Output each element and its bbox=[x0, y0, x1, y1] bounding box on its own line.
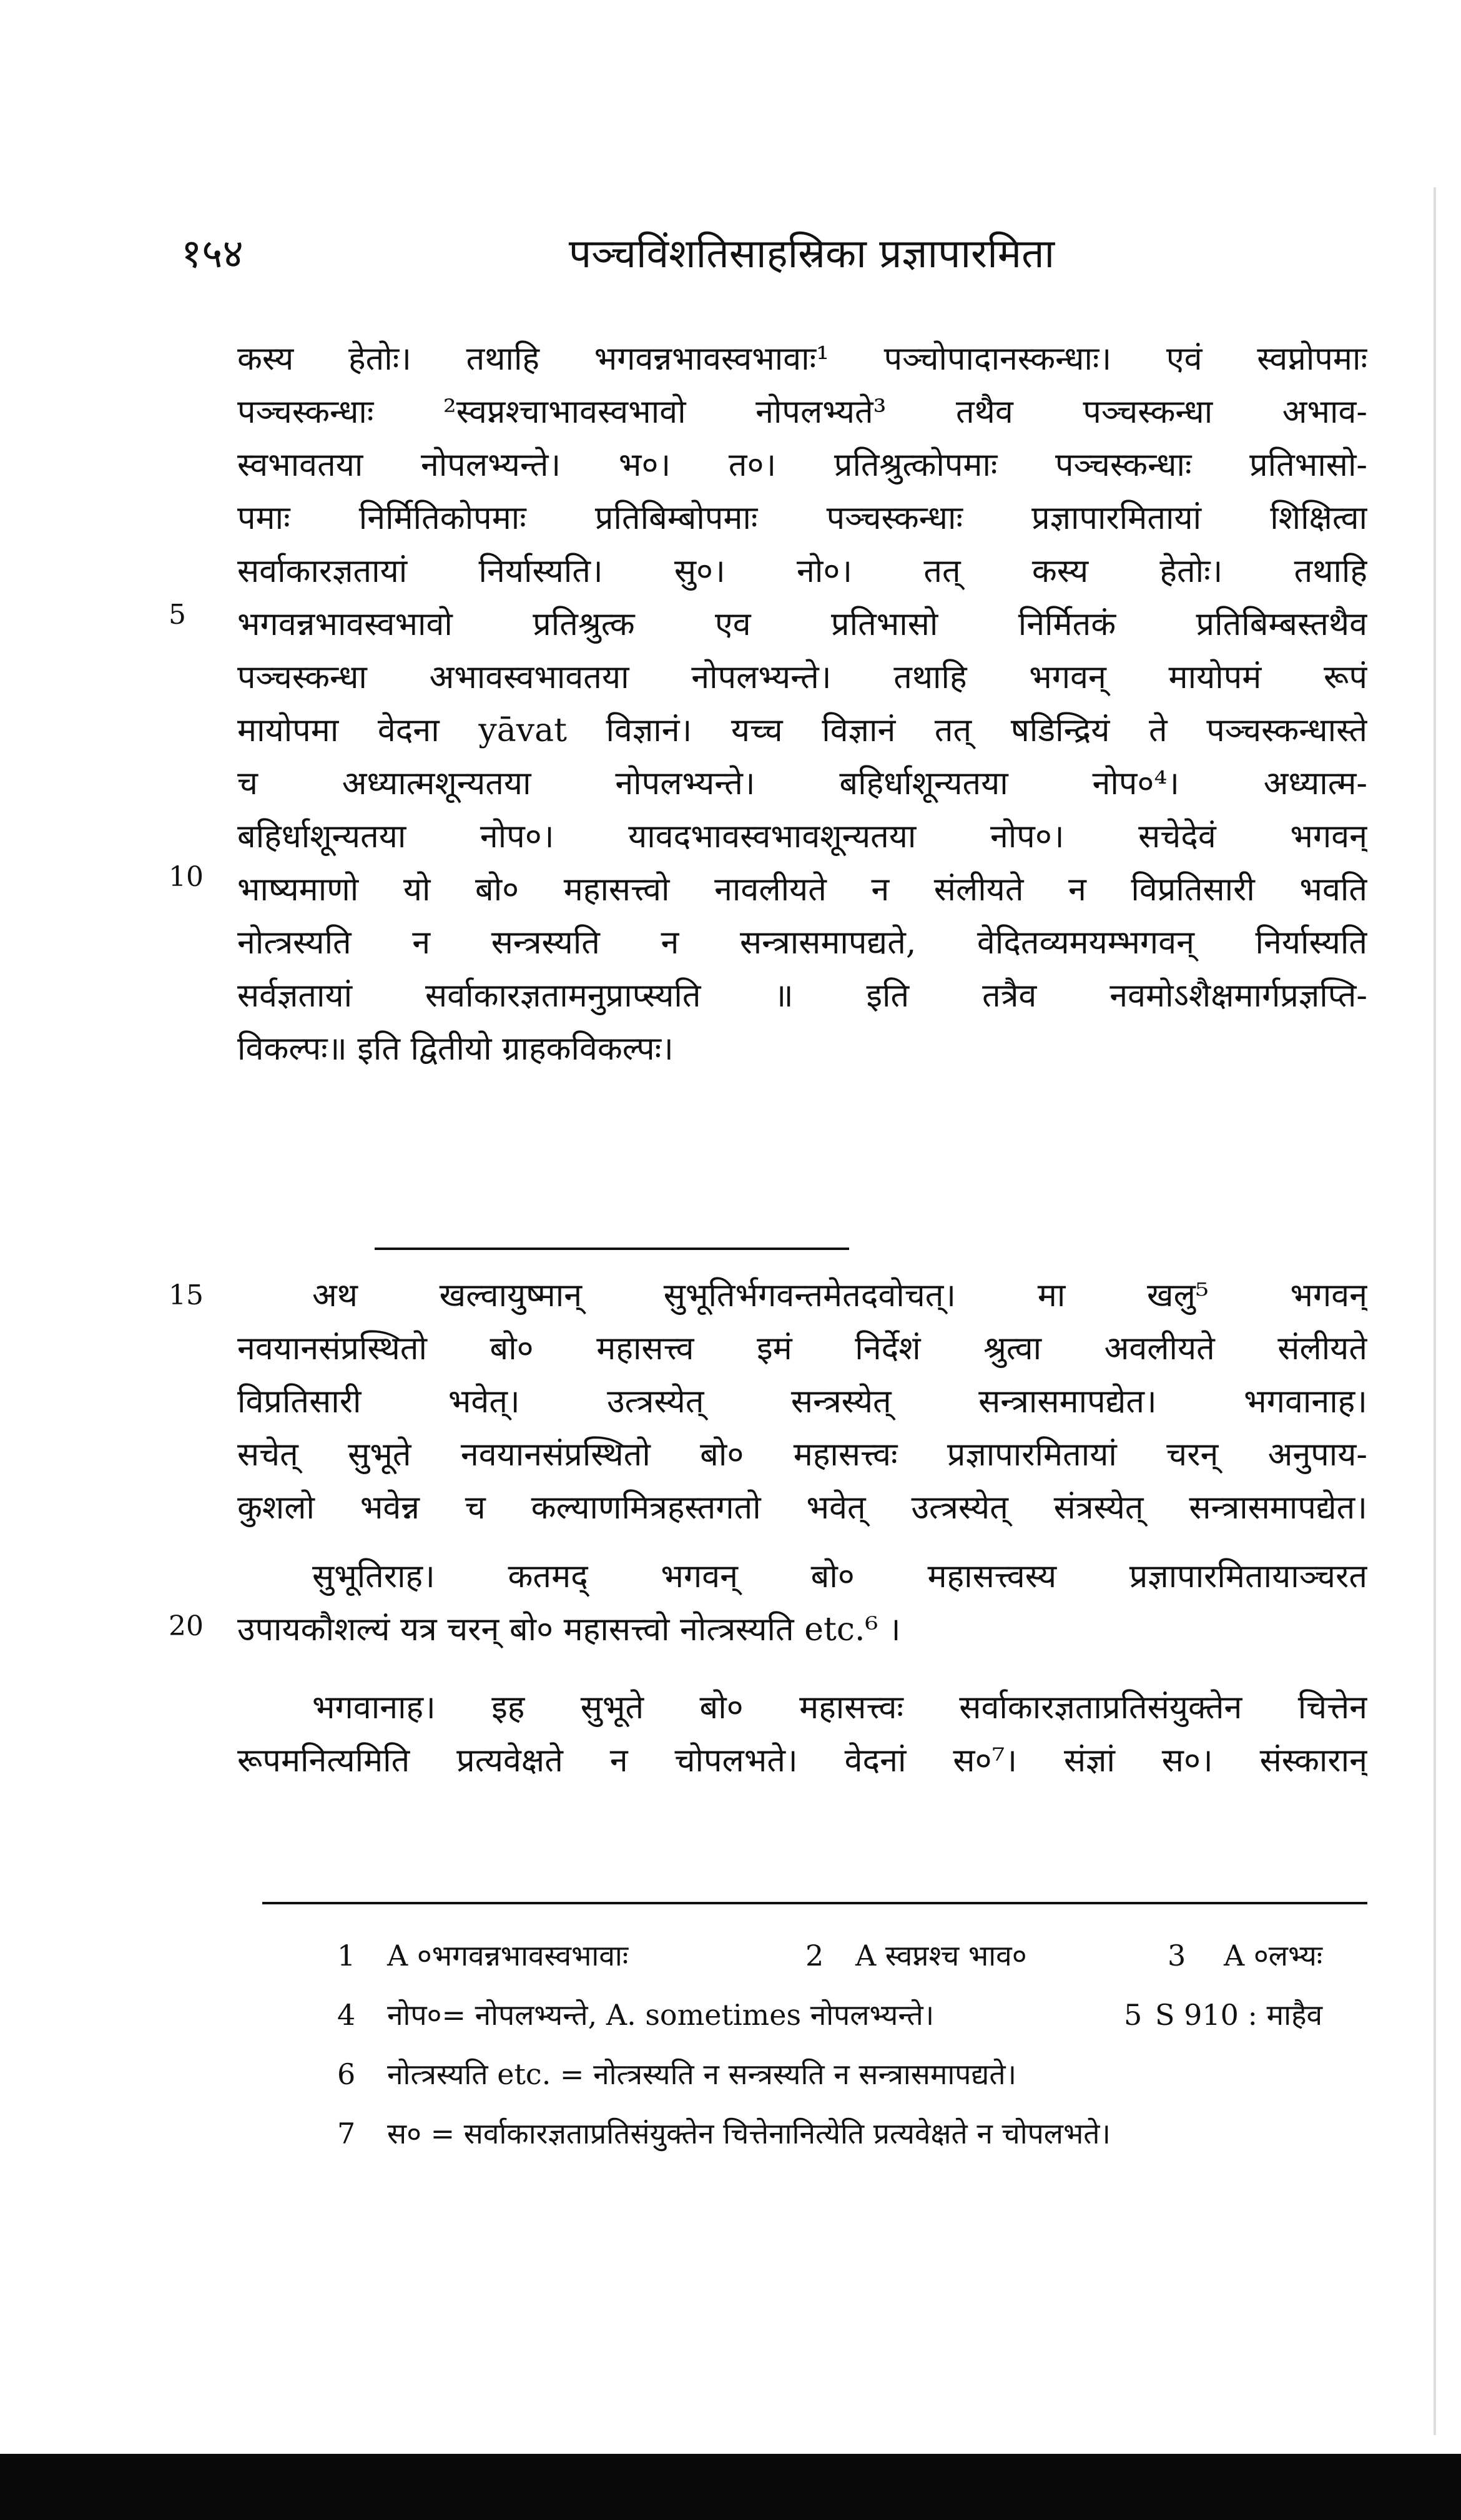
text-line: सचेत् सुभूते नवयानसंप्रस्थितो बो० महासत्त्वः प्रज्ञापारमितायां चरन् अनुपाय- bbox=[237, 1436, 1367, 1474]
footnote-3: A ०लभ्यः bbox=[1224, 1939, 1323, 1972]
footnote-number: 2 bbox=[805, 1939, 824, 1972]
footnote-number: 5 bbox=[1124, 1998, 1143, 2032]
footnote-6: नोत्त्रस्यति etc. = नोत्त्रस्यति न सन्त्रस्यति न सन्त्रासमापद्यते। bbox=[387, 2057, 1017, 2091]
text-line: भगवन्नभावस्वभावो प्रतिश्रुत्क एव प्रतिभासो निर्मितकं प्रतिबिम्बस्तथैव bbox=[237, 606, 1367, 643]
footnote-rule bbox=[262, 1902, 1367, 1904]
page-number: १५४ bbox=[181, 231, 244, 277]
footnote-1: A ०भगवन्नभावस्वभावाः bbox=[387, 1939, 629, 1972]
running-title: पञ्चविंशतिसाहस्रिका प्रज्ञापारमिता bbox=[568, 231, 1055, 277]
line-number: 5 bbox=[169, 599, 186, 631]
text-line: सुभूतिराह। कतमद् भगवन् बो० महासत्त्वस्य प्रज्ञापारमितायाञ्चरत bbox=[312, 1558, 1367, 1595]
footnote-number: 4 bbox=[337, 1998, 356, 2032]
text-line: कस्य हेतोः। तथाहि भगवन्नभावस्वभावाः¹ पञ्चोपादानस्कन्धाः। एवं स्वप्नोपमाः bbox=[237, 340, 1367, 378]
text-line: मायोपमा वेदना yāvat विज्ञानं। यच्च विज्ञानं तत् षडिन्द्रियं ते पञ्चस्कन्धास्ते bbox=[237, 712, 1367, 749]
text-line: भाष्यमाणो यो बो० महासत्त्वो नावलीयते न संलीयते न विप्रतिसारी भवति bbox=[237, 871, 1367, 908]
text-line: बहिर्धाशून्यतया नोप०। यावदभावस्वभावशून्यतया नोप०। सचेदेवं भगवन् bbox=[237, 818, 1367, 855]
section-divider bbox=[375, 1248, 849, 1250]
footnote-4: नोप०= नोपलभ्यन्ते, A. sometimes नोपलभ्यन्ते। bbox=[387, 1998, 935, 2032]
text-line: पमाः निर्मितिकोपमाः प्रतिबिम्बोपमाः पञ्चस्कन्धाः प्रज्ञापारमितायां शिक्षित्वा bbox=[237, 500, 1367, 537]
footnote-number: 6 bbox=[337, 2057, 356, 2091]
footnote-number: 3 bbox=[1168, 1939, 1186, 1972]
text-line: सर्वज्ञतायां सर्वाकारज्ञतामनुप्राप्स्यति ॥ इति तत्रैव नवमोऽशैक्षमार्गप्रज्ञप्ति- bbox=[237, 977, 1367, 1015]
page-edge bbox=[1434, 187, 1436, 2435]
text-line: उपायकौशल्यं यत्र चरन् बो० महासत्त्वो नोत्त्रस्यति etc.⁶ । bbox=[237, 1611, 901, 1648]
text-line: पञ्चस्कन्धाः ²स्वप्नश्चाभावस्वभावो नोपलभ्यते³ तथैव पञ्चस्कन्धा अभाव- bbox=[237, 393, 1367, 431]
footnote-2: A स्वप्नश्च भाव० bbox=[855, 1939, 1027, 1972]
text-line: नोत्त्रस्यति न सन्त्रस्यति न सन्त्रासमापद्यते, वेदितव्यमयम्भगवन् निर्यास्यति bbox=[237, 924, 1367, 962]
text-line: पञ्चस्कन्धा अभावस्वभावतया नोपलभ्यन्ते। तथाहि भगवन् मायोपमं रूपं bbox=[237, 659, 1367, 696]
text-line: च अध्यात्मशून्यतया नोपलभ्यन्ते। बहिर्धाशून्यतया नोप०⁴। अध्यात्म- bbox=[237, 765, 1367, 802]
text-line: कुशलो भवेन्न च कल्याणमित्रहस्तगतो भवेत् उत्त्रस्येत् संत्रस्येत् सन्त्रासमापद्येत। bbox=[237, 1489, 1367, 1527]
text-line: सर्वाकारज्ञतायां निर्यास्यति। सु०। नो०। तत् कस्य हेतोः। तथाहि bbox=[237, 553, 1367, 590]
text-line: विप्रतिसारी भवेत्। उत्त्रस्येत् सन्त्रस्येत् सन्त्रासमापद्येत। भगवानाह। bbox=[237, 1383, 1367, 1420]
text-line: स्वभावतया नोपलभ्यन्ते। भ०। त०। प्रतिश्रुत्कोपमाः पञ्चस्कन्धाः प्रतिभासो- bbox=[237, 446, 1367, 484]
footnote-number: 1 bbox=[337, 1939, 356, 1972]
line-number: 20 bbox=[169, 1610, 204, 1642]
text-line: नवयानसंप्रस्थितो बो० महासत्त्व इमं निर्देशं श्रुत्वा अवलीयते संलीयते bbox=[237, 1330, 1367, 1367]
footnote-5: S 910 : माहैव bbox=[1155, 1998, 1323, 2032]
text-line: विकल्पः॥ इति द्वितीयो ग्राहकविकल्पः। bbox=[237, 1030, 674, 1068]
text-line: भगवानाह। इह सुभूते बो० महासत्त्वः सर्वाकारज्ञताप्रतिसंयुक्तेन चित्तेन bbox=[312, 1689, 1367, 1726]
text-line: रूपमनित्यमिति प्रत्यवेक्षते न चोपलभते। वेदनां स०⁷। संज्ञां स०। संस्कारान् bbox=[237, 1742, 1367, 1779]
text-line: अथ खल्वायुष्मान् सुभूतिर्भगवन्तमेतदवोचत्। मा खलु⁵ भगवन् bbox=[312, 1277, 1367, 1314]
line-number: 15 bbox=[169, 1279, 204, 1311]
scan-bottom-edge bbox=[0, 2454, 1461, 2520]
footnote-number: 7 bbox=[337, 2117, 356, 2150]
footnote-7: स० = सर्वाकारज्ञताप्रतिसंयुक्तेन चित्तेनानित्येति प्रत्यवेक्षते न चोपलभते। bbox=[387, 2117, 1111, 2150]
line-number: 10 bbox=[169, 861, 204, 893]
